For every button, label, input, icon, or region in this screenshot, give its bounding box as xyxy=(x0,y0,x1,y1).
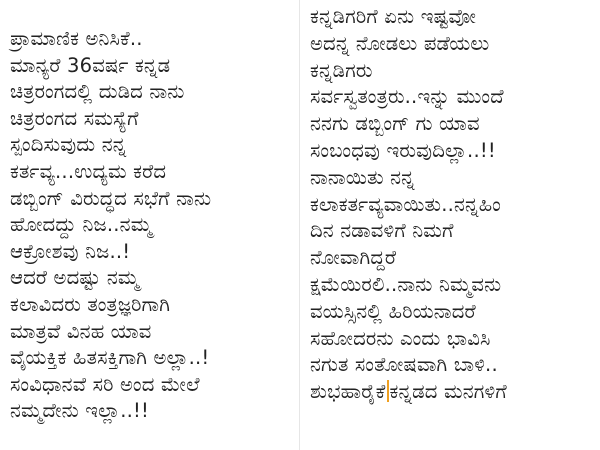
left-line-7: ಡಬ್ಬಿಂಗ್ ವಿರುದ್ಧದ ಸಭೆಗೆ ನಾನು xyxy=(10,186,212,210)
right-line-14: ನಗುತ ಸಂತೋಷವಾಗಿ ಬಾಳಿ.. xyxy=(310,353,498,377)
right-line-7: ನಾನಾಯಿತು ನನ್ನ xyxy=(310,165,415,189)
left-line-3: ಚಿತ್ರರಂಗದಲ್ಲಿ ದುಡಿದ ನಾನು xyxy=(10,80,185,104)
left-line-15: ನಮ್ಮದೇನು ಇಲ್ಲಾ..!! xyxy=(10,399,150,423)
left-line-11: ಕಲಾವಿದರು ತಂತ್ರಜ್ಞರಿಗಾಗಿ xyxy=(10,292,171,316)
right-line-2: ಅದನ್ನ ನೋಡಲು ಪಡೆಯಲು xyxy=(310,31,490,55)
right-line-15-start: ಶುಭಹಾರೈಕೆ xyxy=(310,380,386,404)
right-line-3: ಕನ್ನಡಿಗರು xyxy=(310,58,373,82)
right-line-5: ನನಗು ಡಬ್ಬಿಂಗ್ ಗು ಯಾವ xyxy=(310,112,480,136)
left-line-6: ಕರ್ತವ್ಯ...ಉದ್ಯಮ ಕರೆದ xyxy=(10,159,167,183)
left-line-5: ಸ್ಪಂದಿಸುವುದು ನನ್ನ xyxy=(10,133,127,157)
left-line-8: ಹೋದದ್ದು ನಿಜ..ನಮ್ಮ xyxy=(10,213,153,237)
right-line-12: ವಯಸ್ಸಿನಲ್ಲಿ ಹಿರಿಯನಾದರೆ xyxy=(310,299,476,323)
right-line-1: ಕನ್ನಡಿಗರಿಗೆ ಏನು ಇಷ್ಟವೋ xyxy=(310,5,477,28)
text-cursor xyxy=(387,380,389,402)
left-line-1: ಪ್ರಾಮಾಣಿಕ ಅನಿಸಿಕೆ.. xyxy=(10,27,143,50)
left-line-12: ಮಾತ್ರವೆ ವಿನಹ ಯಾವ xyxy=(10,319,152,343)
left-line-10: ಆದರೆ ಅದಷ್ಟು ನಮ್ಮ xyxy=(10,266,140,290)
right-line-11: ಕ್ಷಮೆಯಿರಲಿ..ನಾನು ನಿಮ್ಮವನು xyxy=(310,272,502,296)
right-line-13: ಸಹೋದರನು ಎಂದು ಭಾವಿಸಿ xyxy=(310,326,491,350)
right-message-panel[interactable] xyxy=(300,0,600,450)
right-line-9: ದಿನ ನಡಾವಳಿಗೆ ನಿಮಗೆ xyxy=(310,219,454,243)
left-line-2: ಮಾನ್ಯರೆ 36ವರ್ಷ ಕನ್ನಡ xyxy=(10,53,171,77)
left-cut-off-line xyxy=(10,442,230,450)
left-line-13: ವೈಯಕ್ತಿಕ ಹಿತಸಕ್ತಿಗಾಗಿ ಅಲ್ಲಾ..! xyxy=(10,346,210,370)
left-line-4: ಚಿತ್ರರಂಗದ ಸಮಸ್ಯೆಗೆ xyxy=(10,106,139,130)
left-line-14: ಸಂವಿಧಾನವೆ ಸರಿ ಅಂದ ಮೇಲೆ xyxy=(10,372,200,396)
right-line-15-end: ಕನ್ನಡದ ಮನಗಳಿಗೆ xyxy=(389,380,507,404)
right-line-4: ಸರ್ವಸ್ವತಂತ್ರರು..ಇನ್ನು ಮುಂದೆ xyxy=(310,85,504,109)
right-line-6: ಸಂಬಂಧವು ಇರುವುದಿಲ್ಲಾ..!! xyxy=(310,138,496,162)
right-line-10: ನೋವಾಗಿದ್ದರೆ xyxy=(310,246,397,270)
left-line-9: ಆಕ್ರೋಶವು ನಿಜ..! xyxy=(10,239,131,263)
right-line-15[interactable] xyxy=(310,379,600,406)
right-line-8: ಕಲಾಕರ್ತವ್ಯವಾಯಿತು..ನನ್ನಹಿಂ xyxy=(310,192,501,216)
